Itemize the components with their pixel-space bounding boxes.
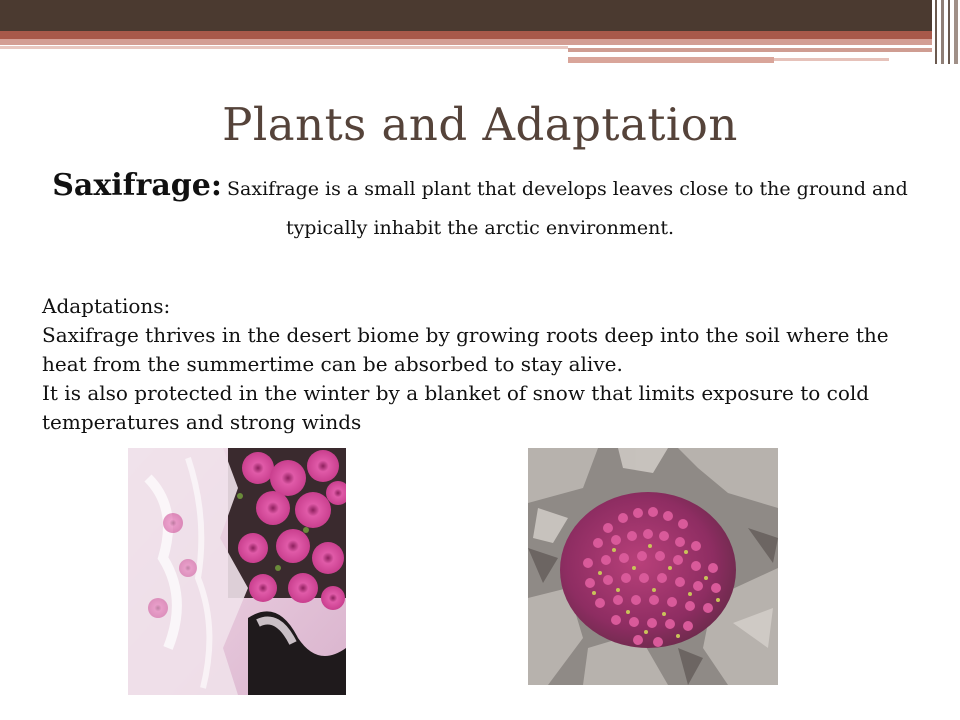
intro-paragraph bbox=[40, 166, 920, 248]
intro-description: Saxifrage is a small plant that develops leaves close to the ground and typically inhabit the arctic environment. bbox=[227, 178, 908, 239]
banner-dark-bar bbox=[0, 0, 932, 31]
adaptation-item: Saxifrage thrives in the desert biome by growing roots deep into the soil where the heat from the summertime can be absorbed to stay alive. bbox=[42, 323, 889, 376]
banner-stripe bbox=[941, 0, 944, 64]
banner-lower-bar-2 bbox=[568, 57, 774, 63]
slide-title: Plants and Adaptation bbox=[222, 98, 738, 151]
saxifrage-cushion-photo bbox=[528, 448, 778, 685]
banner-lower-bar bbox=[568, 48, 932, 52]
intro-term: Saxifrage: bbox=[52, 168, 222, 203]
banner-lower-bar-3 bbox=[774, 58, 889, 61]
header-banner bbox=[0, 0, 960, 70]
banner-stripe bbox=[935, 0, 937, 64]
banner-stripe bbox=[954, 0, 958, 64]
banner-rust-bar bbox=[0, 31, 932, 39]
banner-rose-bar bbox=[0, 39, 932, 45]
banner-stripe bbox=[948, 0, 950, 64]
adaptations-section bbox=[42, 292, 922, 437]
adaptation-item: It is also protected in the winter by a blanket of snow that limits exposure to cold temperatures and strong winds bbox=[42, 381, 870, 434]
banner-thin-bar bbox=[0, 46, 568, 49]
saxifrage-in-ice-photo bbox=[128, 448, 346, 695]
adaptations-heading: Adaptations: bbox=[42, 294, 171, 318]
